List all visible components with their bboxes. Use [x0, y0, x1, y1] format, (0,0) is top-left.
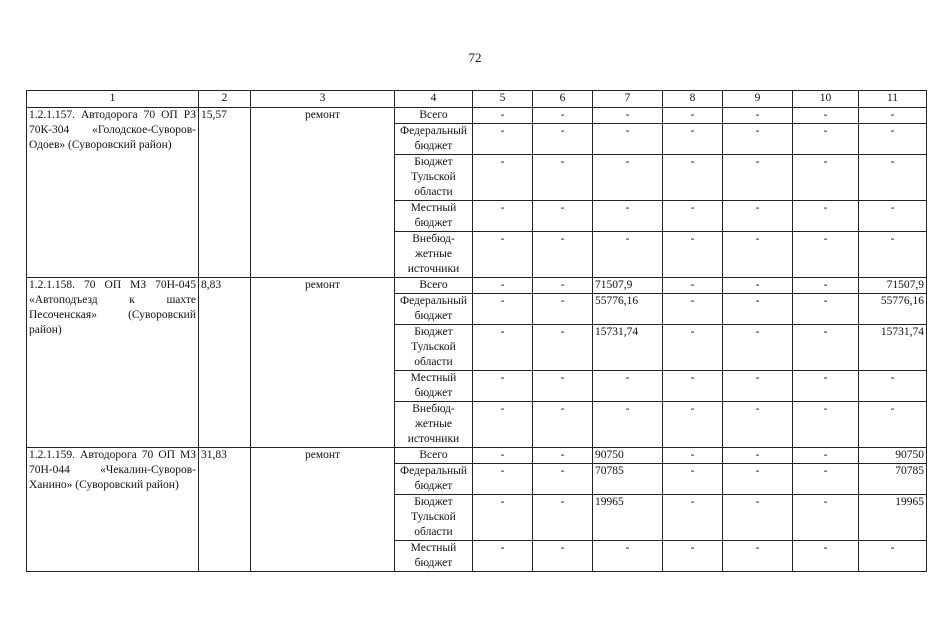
value-cell-c6: - [533, 278, 593, 294]
value-cell-c6: - [533, 232, 593, 278]
value-cell-c10: - [793, 464, 859, 495]
value-cell-c7: - [593, 201, 663, 232]
value-cell-c7: - [593, 541, 663, 572]
header-cell: 7 [593, 91, 663, 108]
table-row [27, 108, 927, 124]
value-cell-c9: - [723, 278, 793, 294]
value-cell-c11: 71507,9 [859, 278, 927, 294]
value-cell-c9: - [723, 371, 793, 402]
road-name-cell: 1.2.1.157. Автодорога 70 ОП РЗ 70К-304 «Голодское-Суворов-Одоев» (Суворовский район) [27, 108, 199, 278]
value-cell-c7: - [593, 155, 663, 201]
table-row [27, 448, 927, 464]
funding-source-cell: Федеральный бюджет [395, 294, 473, 325]
value-cell-c5: - [473, 201, 533, 232]
value-cell-c8: - [663, 464, 723, 495]
value-cell-c8: - [663, 155, 723, 201]
road-length-cell: 31,83 [199, 448, 251, 572]
value-cell-c10: - [793, 232, 859, 278]
value-cell-c5: - [473, 371, 533, 402]
value-cell-c8: - [663, 402, 723, 448]
value-cell-c6: - [533, 541, 593, 572]
value-cell-c10: - [793, 278, 859, 294]
value-cell-c10: - [793, 402, 859, 448]
value-cell-c11: - [859, 155, 927, 201]
value-cell-c6: - [533, 108, 593, 124]
header-cell: 10 [793, 91, 859, 108]
value-cell-c9: - [723, 201, 793, 232]
value-cell-c7: 19965 [593, 495, 663, 541]
value-cell-c6: - [533, 124, 593, 155]
value-cell-c6: - [533, 201, 593, 232]
value-cell-c11: 70785 [859, 464, 927, 495]
road-length-cell: 8,83 [199, 278, 251, 448]
work-type-cell: ремонт [251, 278, 395, 448]
value-cell-c9: - [723, 294, 793, 325]
value-cell-c6: - [533, 371, 593, 402]
value-cell-c7: - [593, 108, 663, 124]
funding-source-cell: Местный бюджет [395, 371, 473, 402]
value-cell-c10: - [793, 124, 859, 155]
value-cell-c8: - [663, 325, 723, 371]
value-cell-c8: - [663, 124, 723, 155]
value-cell-c10: - [793, 294, 859, 325]
header-cell: 11 [859, 91, 927, 108]
value-cell-c11: 15731,74 [859, 325, 927, 371]
header-cell: 4 [395, 91, 473, 108]
value-cell-c9: - [723, 541, 793, 572]
funding-source-cell: Местный бюджет [395, 541, 473, 572]
value-cell-c7: - [593, 232, 663, 278]
value-cell-c8: - [663, 541, 723, 572]
value-cell-c6: - [533, 325, 593, 371]
table-header [27, 91, 927, 108]
value-cell-c8: - [663, 371, 723, 402]
header-cell: 9 [723, 91, 793, 108]
value-cell-c10: - [793, 371, 859, 402]
value-cell-c9: - [723, 464, 793, 495]
funding-source-cell: Федеральный бюджет [395, 124, 473, 155]
value-cell-c5: - [473, 108, 533, 124]
value-cell-c7: 70785 [593, 464, 663, 495]
value-cell-c10: - [793, 495, 859, 541]
work-type-cell: ремонт [251, 448, 395, 572]
value-cell-c9: - [723, 325, 793, 371]
header-cell: 3 [251, 91, 395, 108]
header-row [27, 91, 927, 108]
value-cell-c5: - [473, 278, 533, 294]
value-cell-c9: - [723, 232, 793, 278]
funding-source-cell: Федеральный бюджет [395, 464, 473, 495]
value-cell-c7: 90750 [593, 448, 663, 464]
value-cell-c7: 71507,9 [593, 278, 663, 294]
table-body [27, 108, 927, 572]
budget-table [26, 90, 927, 572]
value-cell-c11: - [859, 201, 927, 232]
value-cell-c8: - [663, 278, 723, 294]
value-cell-c5: - [473, 464, 533, 495]
value-cell-c8: - [663, 294, 723, 325]
value-cell-c9: - [723, 124, 793, 155]
value-cell-c11: 90750 [859, 448, 927, 464]
header-cell: 1 [27, 91, 199, 108]
value-cell-c11: 55776,16 [859, 294, 927, 325]
value-cell-c9: - [723, 495, 793, 541]
value-cell-c11: - [859, 232, 927, 278]
header-cell: 6 [533, 91, 593, 108]
header-cell: 8 [663, 91, 723, 108]
value-cell-c6: - [533, 294, 593, 325]
funding-source-cell: Внебюд-жетные источники [395, 232, 473, 278]
funding-source-cell: Местный бюджет [395, 201, 473, 232]
funding-source-cell: Всего [395, 278, 473, 294]
value-cell-c11: - [859, 541, 927, 572]
road-length-cell: 15,57 [199, 108, 251, 278]
value-cell-c8: - [663, 108, 723, 124]
value-cell-c10: - [793, 325, 859, 371]
value-cell-c10: - [793, 448, 859, 464]
value-cell-c5: - [473, 495, 533, 541]
value-cell-c11: - [859, 402, 927, 448]
value-cell-c9: - [723, 448, 793, 464]
value-cell-c7: - [593, 402, 663, 448]
header-cell: 2 [199, 91, 251, 108]
value-cell-c8: - [663, 232, 723, 278]
value-cell-c6: - [533, 464, 593, 495]
value-cell-c8: - [663, 201, 723, 232]
value-cell-c9: - [723, 402, 793, 448]
work-type-cell: ремонт [251, 108, 395, 278]
value-cell-c5: - [473, 448, 533, 464]
funding-source-cell: Всего [395, 448, 473, 464]
funding-source-cell: Всего [395, 108, 473, 124]
header-cell: 5 [473, 91, 533, 108]
value-cell-c6: - [533, 402, 593, 448]
value-cell-c5: - [473, 155, 533, 201]
funding-source-cell: Бюджет Тульской области [395, 495, 473, 541]
table-row [27, 278, 927, 294]
value-cell-c10: - [793, 201, 859, 232]
value-cell-c11: 19965 [859, 495, 927, 541]
value-cell-c5: - [473, 325, 533, 371]
value-cell-c10: - [793, 541, 859, 572]
value-cell-c5: - [473, 541, 533, 572]
value-cell-c10: - [793, 155, 859, 201]
value-cell-c8: - [663, 495, 723, 541]
value-cell-c6: - [533, 155, 593, 201]
value-cell-c6: - [533, 448, 593, 464]
funding-source-cell: Внебюд-жетные источники [395, 402, 473, 448]
road-name-cell: 1.2.1.159. Автодорога 70 ОП МЗ 70Н-044 «Чекалин-Суворов-Ханино» (Суворовский район) [27, 448, 199, 572]
value-cell-c5: - [473, 294, 533, 325]
value-cell-c6: - [533, 495, 593, 541]
value-cell-c5: - [473, 232, 533, 278]
value-cell-c11: - [859, 371, 927, 402]
value-cell-c5: - [473, 402, 533, 448]
funding-source-cell: Бюджет Тульской области [395, 155, 473, 201]
value-cell-c7: 15731,74 [593, 325, 663, 371]
value-cell-c11: - [859, 124, 927, 155]
value-cell-c11: - [859, 108, 927, 124]
value-cell-c7: - [593, 371, 663, 402]
value-cell-c7: - [593, 124, 663, 155]
value-cell-c5: - [473, 124, 533, 155]
page-number: 72 [468, 50, 482, 65]
road-name-cell: 1.2.1.158. 70 ОП МЗ 70Н-045 «Автоподъезд к шахте Песоченская» (Суворовский район) [27, 278, 199, 448]
value-cell-c9: - [723, 155, 793, 201]
value-cell-c8: - [663, 448, 723, 464]
funding-source-cell: Бюджет Тульской области [395, 325, 473, 371]
value-cell-c10: - [793, 108, 859, 124]
value-cell-c9: - [723, 108, 793, 124]
value-cell-c7: 55776,16 [593, 294, 663, 325]
